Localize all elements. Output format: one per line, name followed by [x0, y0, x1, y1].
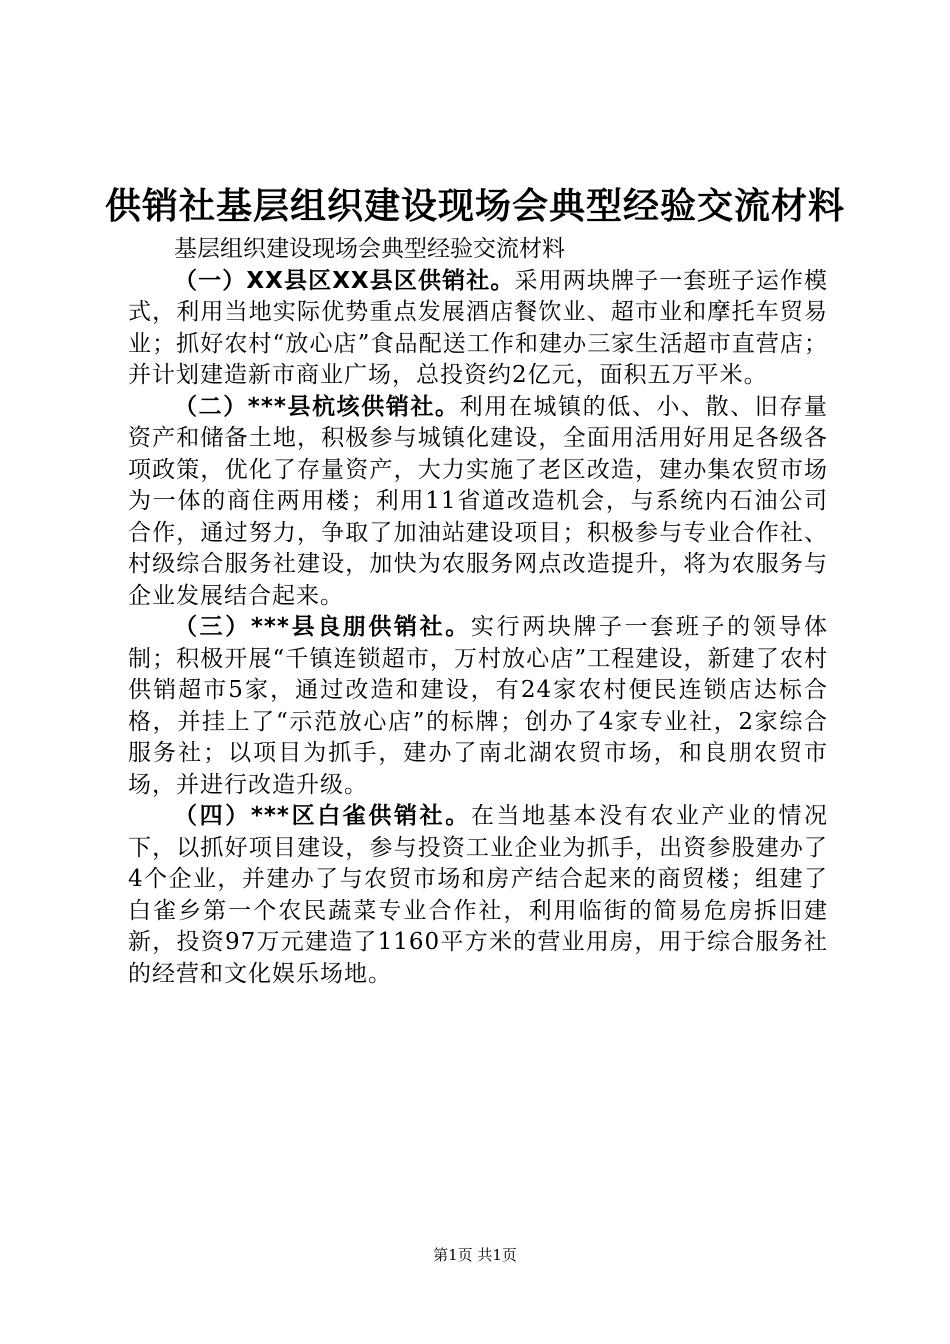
paragraph-text: 实行两块牌子一套班子的领导体制；积极开展“千镇连锁超市，万村放心店”工程建设，新建了农村供销超市5家，通过改造和建设，有24家农村便民连锁店达标合格，并挂上了“示范放心店”的标牌；创办了4家专业社，2家综合服务社；以项目为抓手，建办了南北湖农贸市场，和良朋农贸市场，并进行改造升级。: [128, 614, 828, 798]
paragraph-2: [128, 392, 828, 613]
paragraph-lead: （四）***区白雀供销社。: [174, 803, 471, 829]
document-subtitle: 基层组织建设现场会典型经验交流材料: [174, 236, 565, 262]
paragraph-3: [128, 612, 828, 801]
document-title: 供销社基层组织建设现场会典型经验交流材料: [104, 186, 845, 227]
paragraph-4: [128, 801, 828, 990]
paragraph-1: [128, 266, 828, 392]
paragraph-lead: （三）***县良朋供销社。: [174, 614, 471, 640]
paragraph-text: 利用在城镇的低、小、散、旧存量资产和储备土地，积极参与城镇化建设，全面用活用好用足各级各项政策，优化了存量资产，大力实施了老区改造，建办集农贸市场为一体的商住两用楼；利用11省道改造机会，与系统内石油公司合作，通过努力，争取了加油站建设项目；积极参与专业合作社、村级综合服务社建设，加快为农服务网点改造提升，将为农服务与企业发展结合起来。: [128, 393, 829, 609]
paragraph-lead: （二）***县杭垓供销社。: [174, 393, 460, 420]
paragraph-lead: （一）XX县区XX县区供销社。: [174, 267, 515, 294]
paragraph-text: 在当地基本没有农业产业的情况下，以抓好项目建设，参与投资工业企业为抓手，出资参股建办了4个企业，并建办了与农贸市场和房产结合起来的商贸楼；组建了白雀乡第一个农民蔬菜专业合作社，利用临街的简易危房拆旧建新，投资97万元建造了1160平方米的营业用房，用于综合服务社的经营和文化娱乐场地。: [128, 803, 828, 987]
document-body: [128, 234, 828, 990]
paragraph-text: 采用两块牌子一套班子运作模式，利用当地实际优势重点发展酒店餐饮业、超市业和摩托车贸易业；抓好农村“放心店”食品配送工作和建办三家生活超市直营店；并计划建造新市商业广场，总投资约2亿元，面积五万平米。: [128, 267, 829, 388]
page-footer: 第1页 共1页: [433, 1246, 517, 1264]
